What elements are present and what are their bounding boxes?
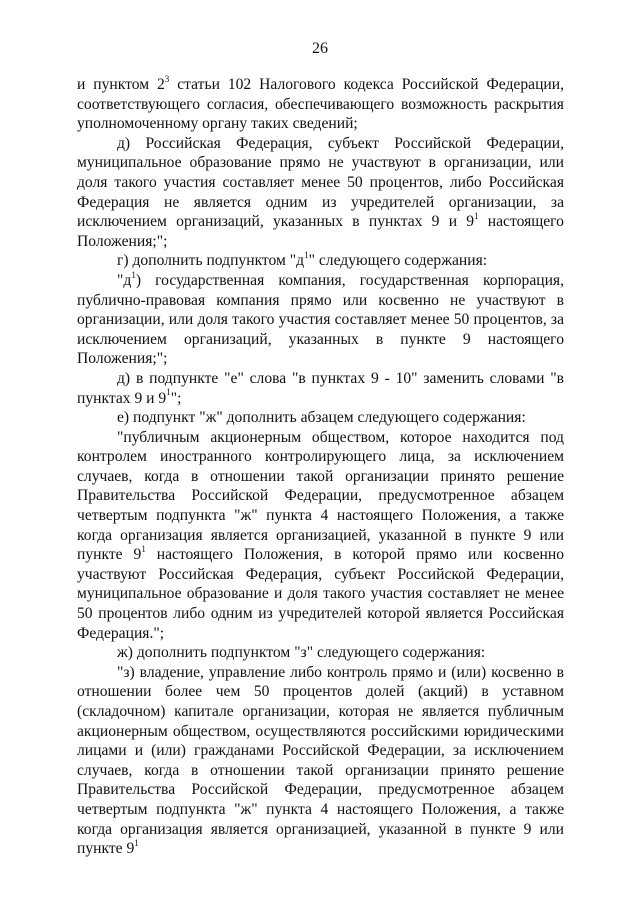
paragraph-subclause-d — [77, 134, 564, 252]
paragraph-subclause-z — [77, 663, 564, 859]
text-run: д) в подпункте "е" слова "в пунктах 9 - 10" заменить словами "в пунктах 9 и 9 — [77, 369, 564, 407]
page-number: 26 — [312, 40, 328, 57]
superscript: 1 — [134, 837, 139, 848]
text-run: " следующего содержания: — [308, 252, 488, 270]
superscript: 1 — [304, 250, 309, 261]
paragraph-amendment-e: е) подпункт "ж" дополнить абзацем следующего содержания: — [117, 409, 526, 427]
superscript: 1 — [166, 387, 171, 398]
text-run: настоящего Положения, в которой прямо или косвенно участвуют Российская Федерация, субъект Российской Федерации, муниципальное образование и доля такого участия составляет не менее 50 процентов либо одним из учредителей которой является Российская Федерация."; — [77, 546, 564, 642]
paragraph-public-jsc — [77, 428, 564, 644]
text-run: ) государственная компания, государственная корпорация, публично-правовая компания прямо или косвенно не участвуют в организации, или доля такого участия составляет менее 50 процентов, за исключением организаций, указанных в пункте 9 настоящего Положения;"; — [77, 271, 564, 368]
text-run: "публичным акционерным обществом, которое находится под контролем иностранного контролирующего лица, за исключением случаев, когда в отношении такой организации принято решение Правительства Российской Федерации, предусмотренное абзацем четвертым подпункта "ж" пункта 4 настоящего Положения, а также когда организация является организацией, указанной в пункте 9 или пункте 9 — [77, 428, 564, 564]
text-run: и пунктом 2 — [77, 76, 165, 93]
paragraph-amendment-zh: ж) дополнить подпунктом "з" следующего содержания: — [117, 644, 486, 662]
paragraph-continuation — [77, 75, 564, 134]
superscript: 1 — [474, 210, 479, 221]
text-run: г) дополнить подпунктом "д — [117, 252, 305, 270]
text-run: статьи 102 Налогового кодекса Российской Федерации, соответствующего согласия, обеспечивающего возможность раскрытия уполномоченному органу таких сведений; — [77, 76, 564, 133]
superscript: 1 — [131, 269, 136, 280]
text-run: "; — [170, 389, 182, 407]
text-run: д) Российская Федерация, субъект Российской Федерации, муниципальное образование прямо не участвуют в организации, или доля такого участия составляет менее 50 процентов, либо Российская Федерация не является одним из учредителей организации, за исключением организаций, указанных в пунктах 9 и 9 — [77, 134, 564, 231]
paragraph-amendment-g — [77, 251, 564, 271]
paragraph-amendment-d — [77, 369, 564, 408]
text-run: "д — [117, 271, 132, 289]
paragraph-subclause-d1 — [77, 271, 564, 369]
document-body — [77, 75, 564, 859]
text-run: настоящего Положения;"; — [77, 213, 564, 250]
superscript: 3 — [164, 73, 170, 84]
text-run: "з) владение, управление либо контроль прямо и (или) косвенно в отношении более чем 50 процентов долей (акций) в уставном (складочном) капитале организации, которая не является публичным акционерным обществом, осуществляются российскими юридическими лицами и (или) гражданами Российской Федерации, за исключением случаев, когда в отношении такой организации принято решение Правительства Российской Федерации, предусмотренное абзацем четвертым подпункта "ж" пункта 4 настоящего Положения, а также когда организация является организацией, указанной в пункте 9 или пункте 9 — [77, 663, 564, 858]
superscript: 1 — [141, 544, 146, 555]
